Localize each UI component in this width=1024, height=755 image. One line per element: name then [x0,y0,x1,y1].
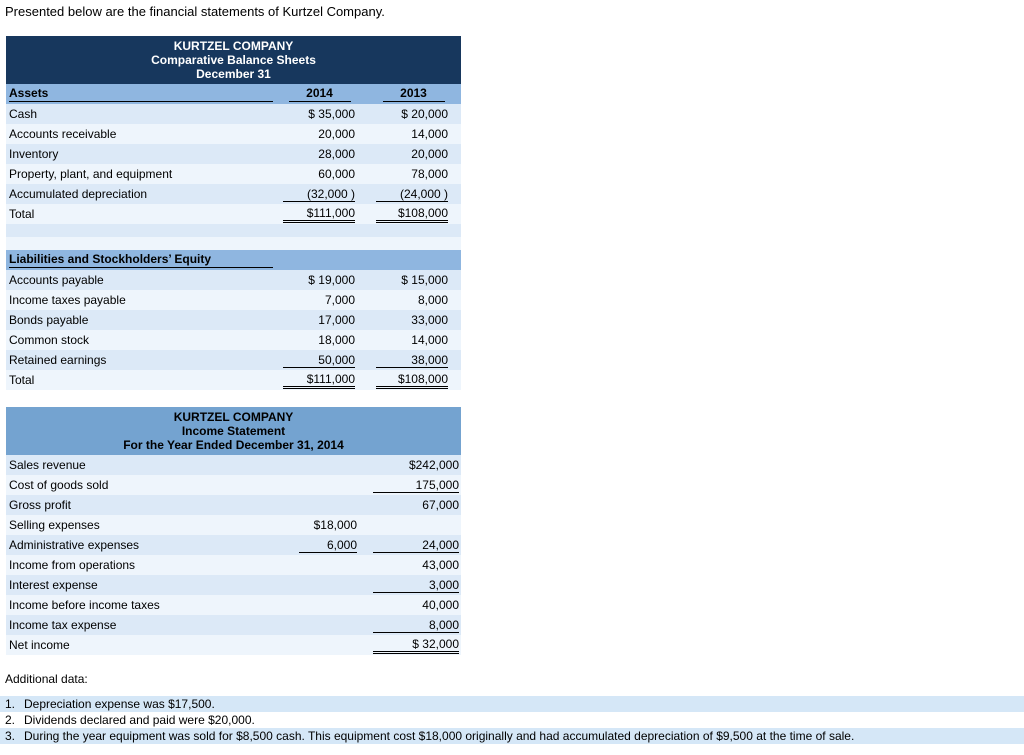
amount-2013: 33,000 [411,313,448,327]
row-label: Administrative expenses [9,538,140,552]
additional-data-list [0,696,1024,744]
table-row-liabilities-total [6,370,461,390]
amount: 3,000 [359,578,461,593]
statement-date: December 31 [196,67,271,81]
assets-section-heading: Assets [6,86,273,104]
note-text: Dividends declared and paid were $20,000. [24,713,255,727]
note-text: Depreciation expense was $17,500. [24,697,215,711]
amount-2014: 17,000 [318,313,355,327]
row-label: Gross profit [9,498,72,512]
amount-2014: 7,000 [324,293,355,307]
row-label: Total [9,373,35,387]
row-label: Cost of goods sold [9,478,109,492]
row-label: Accumulated depreciation [9,187,148,201]
balance-sheet-title-block [6,36,461,84]
additional-data-heading: Additional data: [5,672,88,686]
table-row-assets-total [6,204,461,224]
table-row-net-income [6,635,461,655]
statement-name: Comparative Balance Sheets [151,53,316,67]
amount: 175,000 [359,478,461,493]
table-row-income-from-operations [6,555,461,575]
row-label: Net income [9,638,70,652]
statement-period: For the Year Ended December 31, 2014 [123,438,344,452]
note-number: 1. [5,697,16,711]
liabilities-section-header-row [6,250,461,270]
table-row-cash [6,104,461,124]
row-label: Income taxes payable [9,293,126,307]
amount-2013: 38,000 [361,353,461,368]
table-row-income-tax-expense [6,615,461,635]
note-number: 2. [5,713,16,727]
note-item-2 [0,712,1024,728]
company-name: KURTZEL COMPANY [173,39,294,53]
amount-2013: $108,000 [361,372,461,389]
amount: 24,000 [359,538,461,553]
empty-row [6,237,461,250]
balance-sheet-table [6,36,461,390]
amount: 67,000 [422,498,459,512]
statement-name: Income Statement [181,424,286,438]
assets-column-header-row [6,84,461,104]
table-row-accounts-receivable [6,124,461,144]
income-statement-title-block [6,407,461,455]
amount: $242,000 [408,458,459,472]
amount-2014: $111,000 [263,372,361,389]
amount-2013: 20,000 [411,147,448,161]
row-label: Total [9,207,35,221]
row-label: Common stock [9,333,90,347]
row-label: Income before income taxes [9,598,160,612]
table-row-accumulated-depreciation [6,184,461,204]
amount-2014: 50,000 [263,353,361,368]
table-row-income-taxes-payable [6,290,461,310]
amount-2014: 18,000 [318,333,355,347]
empty-row [6,224,461,237]
column-header-2014: 2014 [273,86,366,104]
table-row-selling-expenses [6,515,461,535]
amount-2013: $ 20,000 [401,107,448,121]
row-label: Cash [9,107,38,121]
amount-2013: $ 15,000 [401,273,448,287]
row-label: Accounts receivable [9,127,117,141]
table-row-inventory [6,144,461,164]
liabilities-section-heading: Liabilities and Stockholders’ Equity [6,252,461,270]
amount-2013: $108,000 [361,206,461,223]
amount-2014: $ 19,000 [308,273,355,287]
amount: 40,000 [422,598,459,612]
amount-2014: $111,000 [263,206,361,223]
note-text: During the year equipment was sold for $8,500 cash. This equipment cost $18,000 originally and had accumulated depreciation of $9,500 at the time of sale. [24,729,855,743]
row-label: Income tax expense [9,618,117,632]
income-statement-table [6,407,461,655]
row-label: Bonds payable [9,313,89,327]
amount-2013: 8,000 [417,293,448,307]
amount-2014: 28,000 [318,147,355,161]
amount: 8,000 [359,618,461,633]
company-name: KURTZEL COMPANY [173,410,294,424]
amount-2014: (32,000 ) [263,187,361,202]
row-label: Property, plant, and equipment [9,167,173,181]
row-label: Income from operations [9,558,136,572]
amount-2014: 60,000 [318,167,355,181]
row-label: Sales revenue [9,458,86,472]
note-number: 3. [5,729,16,743]
amount-2013: 14,000 [411,127,448,141]
amount: 43,000 [422,558,459,572]
amount-detail: 6,000 [271,538,359,553]
table-row-cogs [6,475,461,495]
amount-2013: 14,000 [411,333,448,347]
note-item-3 [0,728,1024,744]
table-row-income-before-taxes [6,595,461,615]
amount-2014: $ 35,000 [308,107,355,121]
row-label: Selling expenses [9,518,100,532]
note-item-1 [0,696,1024,712]
table-row-sales-revenue [6,455,461,475]
table-row-bonds-payable [6,310,461,330]
row-label: Inventory [9,147,59,161]
amount-detail: $18,000 [313,518,357,532]
table-row-interest-expense [6,575,461,595]
row-label: Accounts payable [9,273,104,287]
table-row-common-stock [6,330,461,350]
row-label: Interest expense [9,578,98,592]
table-row-gross-profit [6,495,461,515]
table-row-retained-earnings [6,350,461,370]
amount-2014: 20,000 [318,127,355,141]
row-label: Retained earnings [9,353,107,367]
column-header-2013: 2013 [366,86,461,104]
amount-2013: 78,000 [411,167,448,181]
table-row-accounts-payable [6,270,461,290]
table-row-ppe [6,164,461,184]
table-row-administrative-expenses [6,535,461,555]
intro-text: Presented below are the financial statements of Kurtzel Company. [5,4,385,19]
amount-2013: (24,000 ) [361,187,461,202]
amount: $ 32,000 [359,637,461,654]
